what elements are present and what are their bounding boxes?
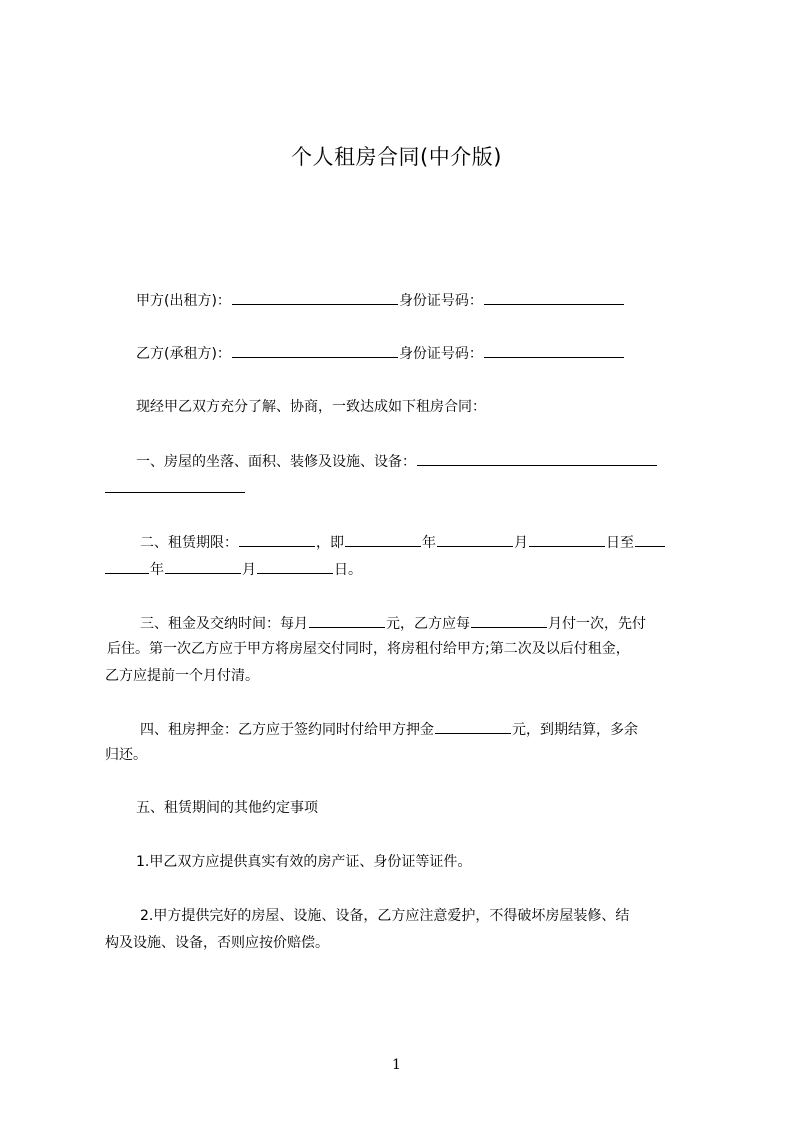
clause-1-line-2	[105, 478, 701, 499]
end-month-field[interactable]	[165, 559, 241, 574]
party-b-label: 乙方(承租方)：	[136, 346, 231, 362]
clause-1-field-a[interactable]	[417, 451, 657, 466]
clause-2-day-end: 日。	[334, 562, 362, 578]
start-day-field[interactable]	[529, 532, 605, 547]
monthly-rent-field[interactable]	[309, 613, 385, 628]
party-a-label: 甲方(出租方)：	[136, 293, 231, 309]
clause-2-line-2	[105, 559, 701, 580]
clause-1-line-1	[136, 451, 701, 472]
clause-2-line-1	[140, 532, 701, 553]
clause-2-year2: 年	[150, 562, 164, 578]
party-a-name-field[interactable]	[232, 290, 398, 305]
document-title: 个人租房合同(中介版)	[291, 145, 502, 169]
end-year-field-a[interactable]	[635, 532, 665, 547]
clause-2-month2: 月	[242, 562, 256, 578]
party-b-line	[136, 343, 732, 364]
clause-1-field-b[interactable]	[105, 478, 245, 493]
clause-2-year: 年	[422, 535, 436, 551]
end-year-field-b[interactable]	[105, 559, 149, 574]
clause-4-line-2: 归还。	[105, 747, 147, 763]
clause-3-suffix: 月付一次，先付	[548, 616, 646, 632]
start-year-field[interactable]	[345, 532, 421, 547]
clause-4-line-1	[140, 719, 701, 740]
payment-interval-field[interactable]	[471, 613, 547, 628]
start-month-field[interactable]	[437, 532, 513, 547]
clause-2-month: 月	[514, 535, 528, 551]
party-b-name-field[interactable]	[232, 343, 398, 358]
end-day-field[interactable]	[257, 559, 333, 574]
clause-3-yuan: 元，乙方应每	[386, 616, 470, 632]
clause-3-prefix: 三、租金及交纳时间：每月	[140, 616, 308, 632]
clause-1-text: 一、房屋的坐落、面积、装修及设施、设备：	[136, 454, 416, 470]
clause-4-prefix: 四、租房押金：乙方应于签约同时付给甲方押金	[140, 722, 434, 738]
clause-3-line-3: 乙方应提前一个月付清。	[105, 668, 259, 684]
party-a-id-field[interactable]	[484, 290, 624, 305]
party-a-id-label: 身份证号码：	[398, 293, 483, 309]
clause-4-suffix: 元，到期结算，多余	[512, 722, 638, 738]
clause-2-prefix: 二、租赁期限：	[140, 535, 238, 551]
lease-term-field[interactable]	[239, 532, 315, 547]
party-a-line	[136, 290, 732, 311]
intro-paragraph: 现经甲乙双方充分了解、协商，一致达成如下租房合同：	[136, 399, 486, 415]
party-b-id-field[interactable]	[484, 343, 624, 358]
clause-2-ji: ，即	[316, 535, 344, 551]
deposit-field[interactable]	[435, 719, 511, 734]
page-number: 1	[392, 1057, 401, 1073]
clause-5-heading: 五、租赁期间的其他约定事项	[136, 800, 318, 816]
clause-5-item-2-line-2: 构及设施、设备，否则应按价赔偿。	[105, 935, 329, 951]
clause-3-line-2: 后住。第一次乙方应于甲方将房屋交付同时，将房租付给甲方;第二次及以后付租金，	[107, 641, 630, 657]
clause-2-day-to: 日至	[606, 535, 634, 551]
clause-5-item-1: 1.甲乙双方应提供真实有效的房产证、身份证等证件。	[136, 854, 472, 870]
clause-5-item-2-line-1: 2.甲方提供完好的房屋、设施、设备，乙方应注意爱护，不得破坏房屋装修、结	[140, 908, 630, 924]
party-b-id-label: 身份证号码：	[398, 346, 483, 362]
clause-3-line-1	[140, 613, 701, 634]
